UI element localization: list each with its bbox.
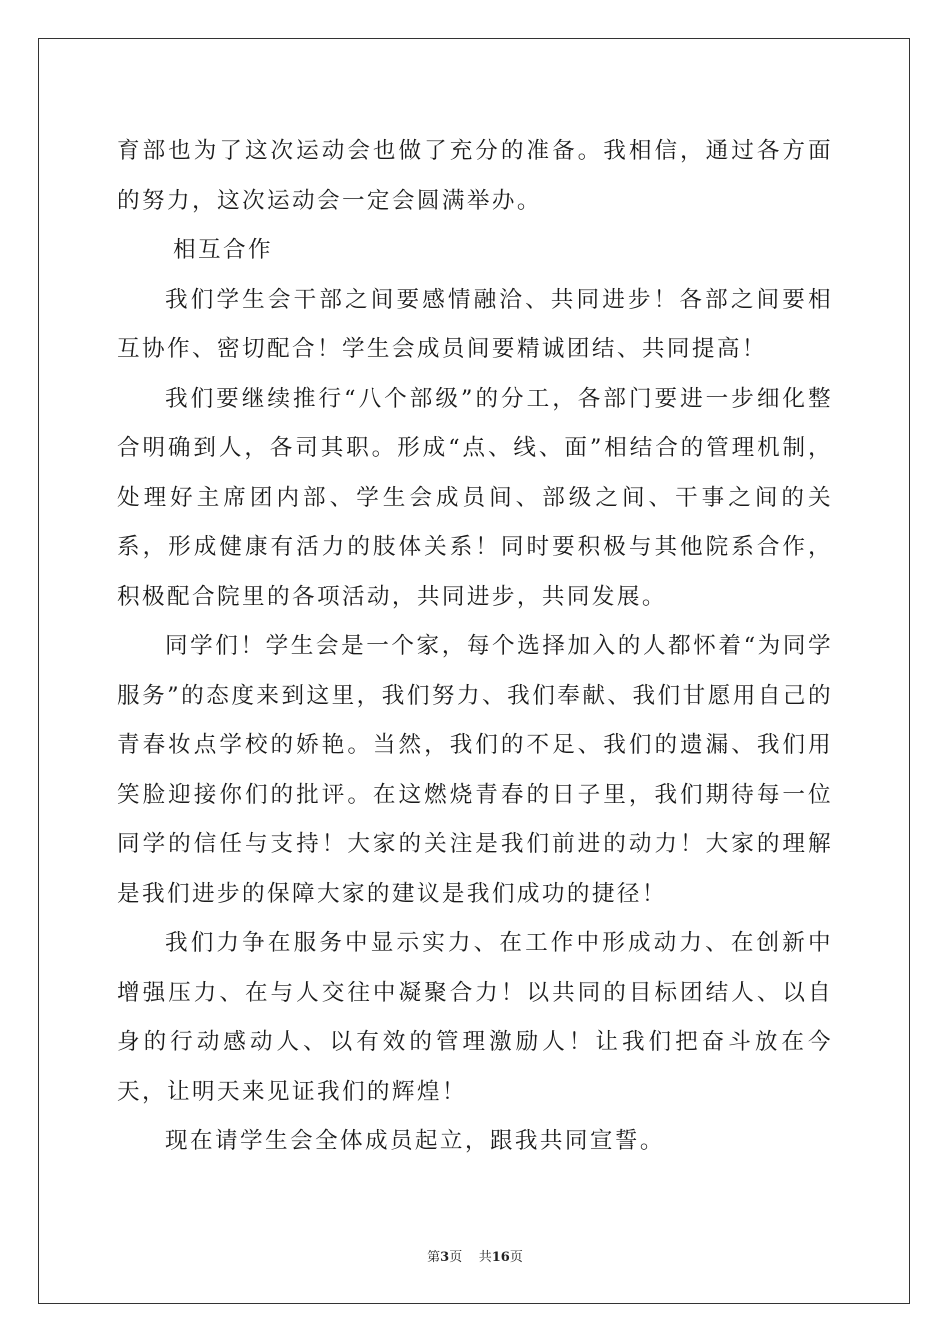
paragraph: 我们力争在服务中显示实力、在工作中形成动力、在创新中增强压力、在与人交往中凝聚合力！以共同的目标团结人、以自身的行动感动人、以有效的管理激励人！让我们把奋斗放在今天，让明天来见证我们的辉煌！ bbox=[117, 930, 833, 1105]
total-pages: 16 bbox=[491, 1250, 510, 1265]
paragraph-continuation: 育部也为了这次运动会也做了充分的准备。我相信，通过各方面的努力，这次运动会一定会圆满举办。 bbox=[117, 138, 833, 214]
section-heading: 相互合作 bbox=[173, 237, 273, 263]
page-footer bbox=[0, 1246, 950, 1265]
page-suffix: 页 bbox=[449, 1250, 463, 1265]
total-prefix: 共 bbox=[478, 1250, 492, 1265]
page-number: 3 bbox=[440, 1250, 450, 1265]
paragraph: 现在请学生会全体成员起立，跟我共同宣誓。 bbox=[165, 1128, 665, 1154]
total-suffix: 页 bbox=[509, 1250, 523, 1265]
paragraph: 同学们！学生会是一个家，每个选择加入的人都怀着“为同学服务”的态度来到这里，我们努力、我们奉献、我们甘愿用自己的青春妆点学校的娇艳。当然，我们的不足、我们的遗漏、我们用笑脸迎接你们的批评。在这燃烧青春的日子里，我们期待每一位同学的信任与支持！大家的关注是我们前进的动力！大家的理解是我们进步的保障大家的建议是我们成功的捷径！ bbox=[117, 633, 833, 907]
page-prefix: 第 bbox=[427, 1250, 441, 1265]
document-body bbox=[117, 127, 833, 1167]
paragraph: 我们学生会干部之间要感情融洽、共同进步！各部之间要相互协作、密切配合！学生会成员间要精诚团结、共同提高！ bbox=[117, 286, 833, 362]
paragraph: 我们要继续推行“八个部级”的分工，各部门要进一步细化整合明确到人，各司其职。形成“点、线、面”相结合的管理机制，处理好主席团内部、学生会成员间、部级之间、干事之间的关系，形成健康有活力的肢体关系！同时要积极与其他院系合作，积极配合院里的各项活动，共同进步，共同发展。 bbox=[117, 385, 833, 610]
